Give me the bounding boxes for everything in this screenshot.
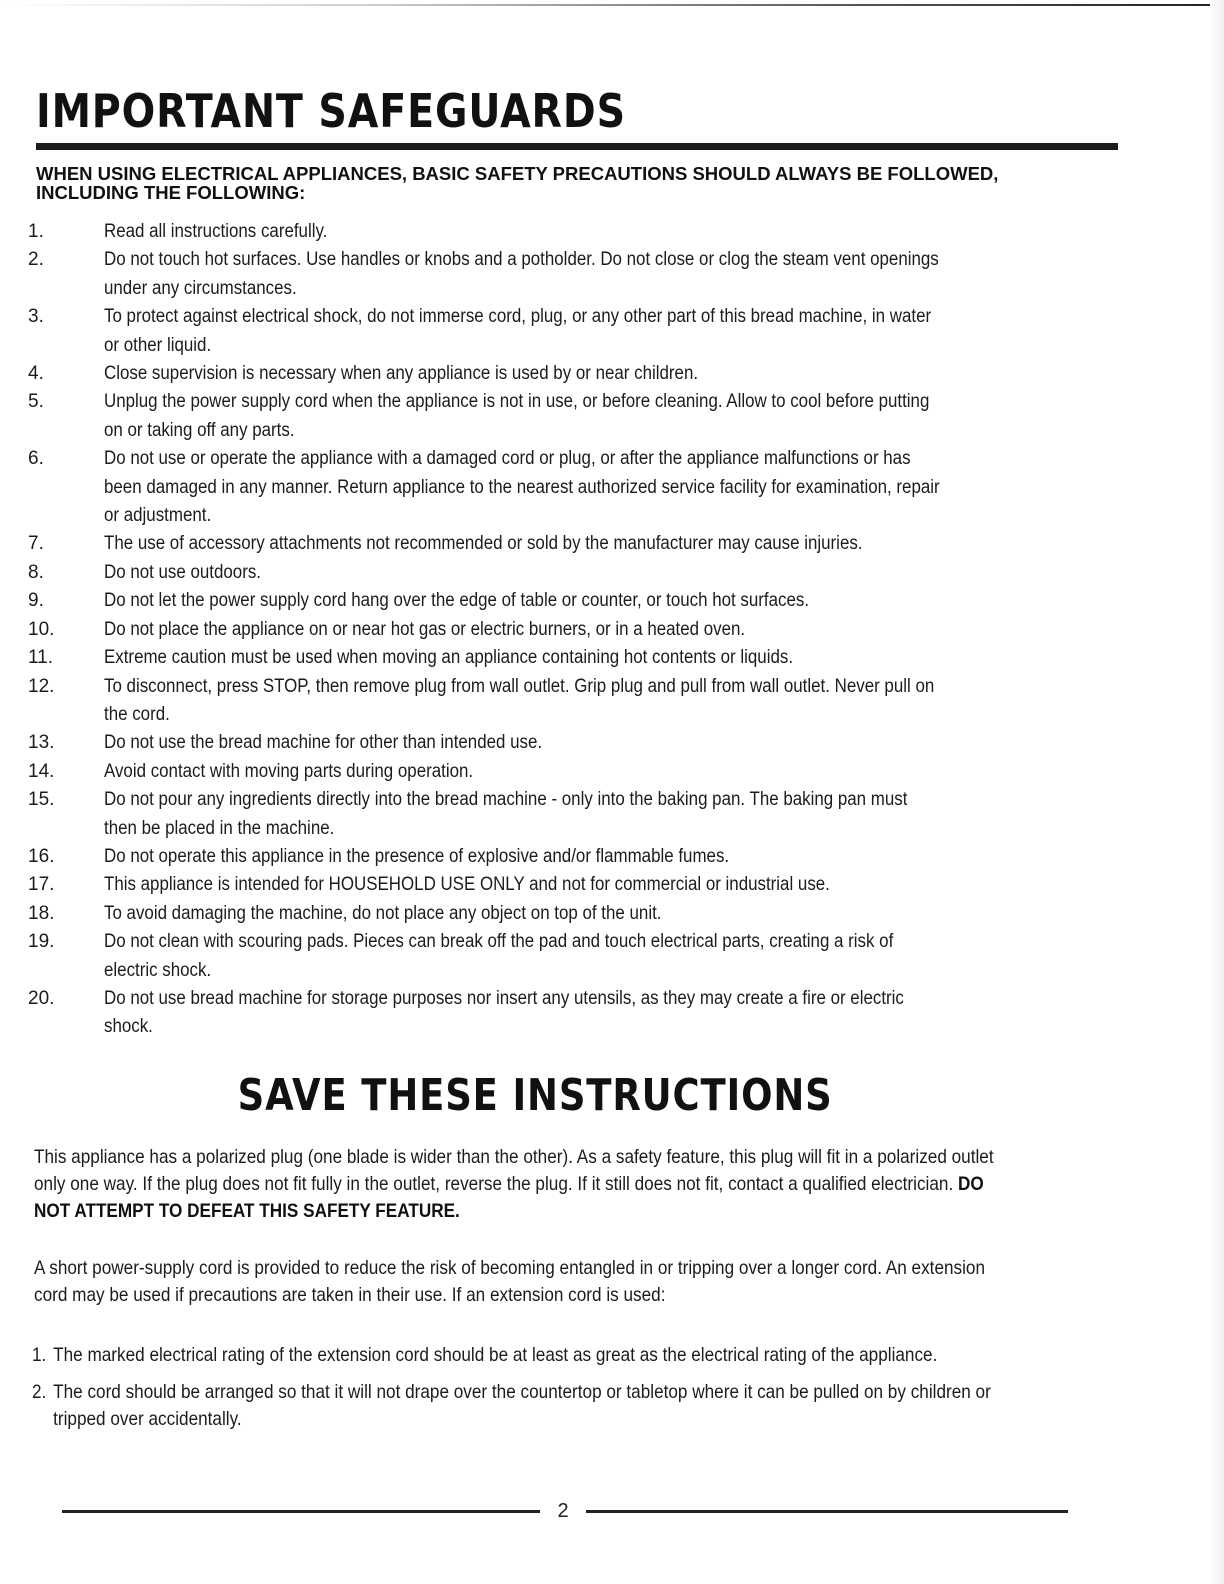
item-text: Do not use bread machine for storage purposes nor insert any utensils, as they may create a fire or electric shock. [104,987,904,1038]
polarized-plug-paragraph [34,1144,1020,1225]
list-item [28,673,1048,730]
list-item [28,729,1048,757]
item-number: 1. [28,221,44,242]
list-item [28,587,1048,615]
page-number: 2 [557,1500,569,1522]
list-item [28,246,1048,303]
item-text: To protect against electrical shock, do not immerse cord, plug, or any other part of this bread machine, in water or other liquid. [104,306,932,356]
list-item [28,644,1048,672]
footer-rule-left [62,1510,540,1513]
item-number: 12. [28,675,55,697]
item-text: Do not use the bread machine for other than intended use. [104,732,543,754]
item-number: 19. [28,931,55,953]
list-item [28,985,1048,1042]
footer-rule-right [586,1510,1068,1513]
item-number: 20. [28,987,55,1009]
intro-heading: WHEN USING ELECTRICAL APPLIANCES, BASIC SAFETY PRECAUTIONS SHOULD ALWAYS BE FOLLOWED, INCLUDING THE FOLLOWING: [36,163,999,203]
item-text: Do not clean with scouring pads. Pieces can break off the pad and touch electrical parts, creating a risk of electric shock. [104,931,894,981]
list-item [28,360,1048,388]
item-text: To avoid damaging the machine, do not place any object on top of the unit. [104,902,662,924]
item-number: 14. [28,760,55,782]
safety-warning: DO NOT ATTEMPT TO DEFEAT THIS SAFETY FEATURE. [34,1173,984,1222]
list-item [32,1342,1009,1369]
item-text: The marked electrical rating of the extension cord should be at least as great as the electrical rating of the appliance. [53,1344,938,1366]
list-item [28,786,1048,843]
item-number: 16. [28,845,55,867]
list-item [28,928,1048,985]
item-number: 6. [28,448,44,470]
scan-artifact-edge [1210,0,1224,1584]
safeguards-list [28,218,1048,1042]
item-text: Do not use or operate the appliance with a damaged cord or plug, or after the appliance malfunctions or has been damaged in any manner. Return appliance to the nearest authorized service facility for examination, repair or adjustment. [104,448,940,527]
item-number: 4. [28,363,44,385]
extension-cord-list [32,1342,1009,1443]
item-number: 5. [28,391,44,413]
item-text: Read all instructions carefully. [104,221,328,242]
list-item [28,616,1048,644]
item-text: Do not touch hot surfaces. Use handles or knobs and a potholder. Do not close or clog the steam vent openings under any circumstances. [104,249,939,299]
item-number: 3. [28,306,44,328]
title-underline [36,143,1118,150]
item-number: 11. [28,647,54,669]
item-number: 17. [28,874,55,896]
list-item [32,1379,1009,1433]
scan-artifact-line [0,4,1224,6]
list-item [28,445,1048,530]
item-text: Do not use outdoors. [104,561,261,583]
item-text: Do not operate this appliance in the presence of explosive and/or flammable fumes. [104,845,730,867]
list-item [28,900,1048,928]
list-item [28,871,1048,899]
item-number: 2. [28,249,44,271]
list-item [28,530,1048,558]
item-text: This appliance is intended for HOUSEHOLD USE ONLY and not for commercial or industrial use. [104,874,830,896]
cord-paragraph: A short power-supply cord is provided to reduce the risk of becoming entangled in or tripping over a longer cord. An extension cord may be used if precautions are taken in their use. If an extension cord is used: [34,1257,986,1306]
item-text: Do not pour any ingredients directly into the bread machine - only into the baking pan. The baking pan must then be placed in the machine. [104,789,908,839]
polarized-plug-text: This appliance has a polarized plug (one blade is wider than the other). As a safety feature, this plug will fit in a polarized outlet only one way. If the plug does not fit fully in the outlet, reverse the plug. If it still does not fit, contact a qualified electrician. [34,1146,994,1195]
save-instructions-text: SAVE THESE INSTRUCTIONS [237,1070,833,1121]
page-title: IMPORTANT SAFEGUARDS [36,84,626,138]
item-text: To disconnect, press STOP, then remove plug from wall outlet. Grip plug and pull from wall outlet. Never pull on the cord. [104,675,935,725]
item-number: 9. [28,590,44,612]
item-text: The use of accessory attachments not recommended or sold by the manufacturer may cause injuries. [104,533,863,555]
item-text: Extreme caution must be used when moving an appliance containing hot contents or liquids. [104,647,794,669]
item-number: 1. [32,1344,47,1366]
item-number: 8. [28,561,44,583]
item-number: 18. [28,902,55,924]
item-text: Unplug the power supply cord when the appliance is not in use, or before cleaning. Allow to cool before putting on or taking off any parts. [104,391,930,441]
list-item [28,303,1048,360]
list-item [28,559,1048,587]
item-number: 13. [28,732,55,754]
list-item [28,218,1048,246]
item-number: 10. [28,618,55,640]
save-instructions-heading [0,1070,1070,1121]
item-text: Do not let the power supply cord hang over the edge of table or counter, or touch hot surfaces. [104,590,810,612]
item-text: Close supervision is necessary when any appliance is used by or near children. [104,363,699,385]
item-text: Avoid contact with moving parts during operation. [104,760,474,782]
list-item [28,758,1048,786]
item-text: Do not place the appliance on or near hot gas or electric burners, or in a heated oven. [104,618,746,640]
list-item [28,388,1048,445]
list-item [28,843,1048,871]
item-text: The cord should be arranged so that it will not drape over the countertop or tabletop where it can be pulled on by children or tripped over accidentally. [53,1381,991,1430]
item-number: 15. [28,789,55,811]
item-number: 2. [32,1381,47,1403]
item-number: 7. [28,533,44,555]
